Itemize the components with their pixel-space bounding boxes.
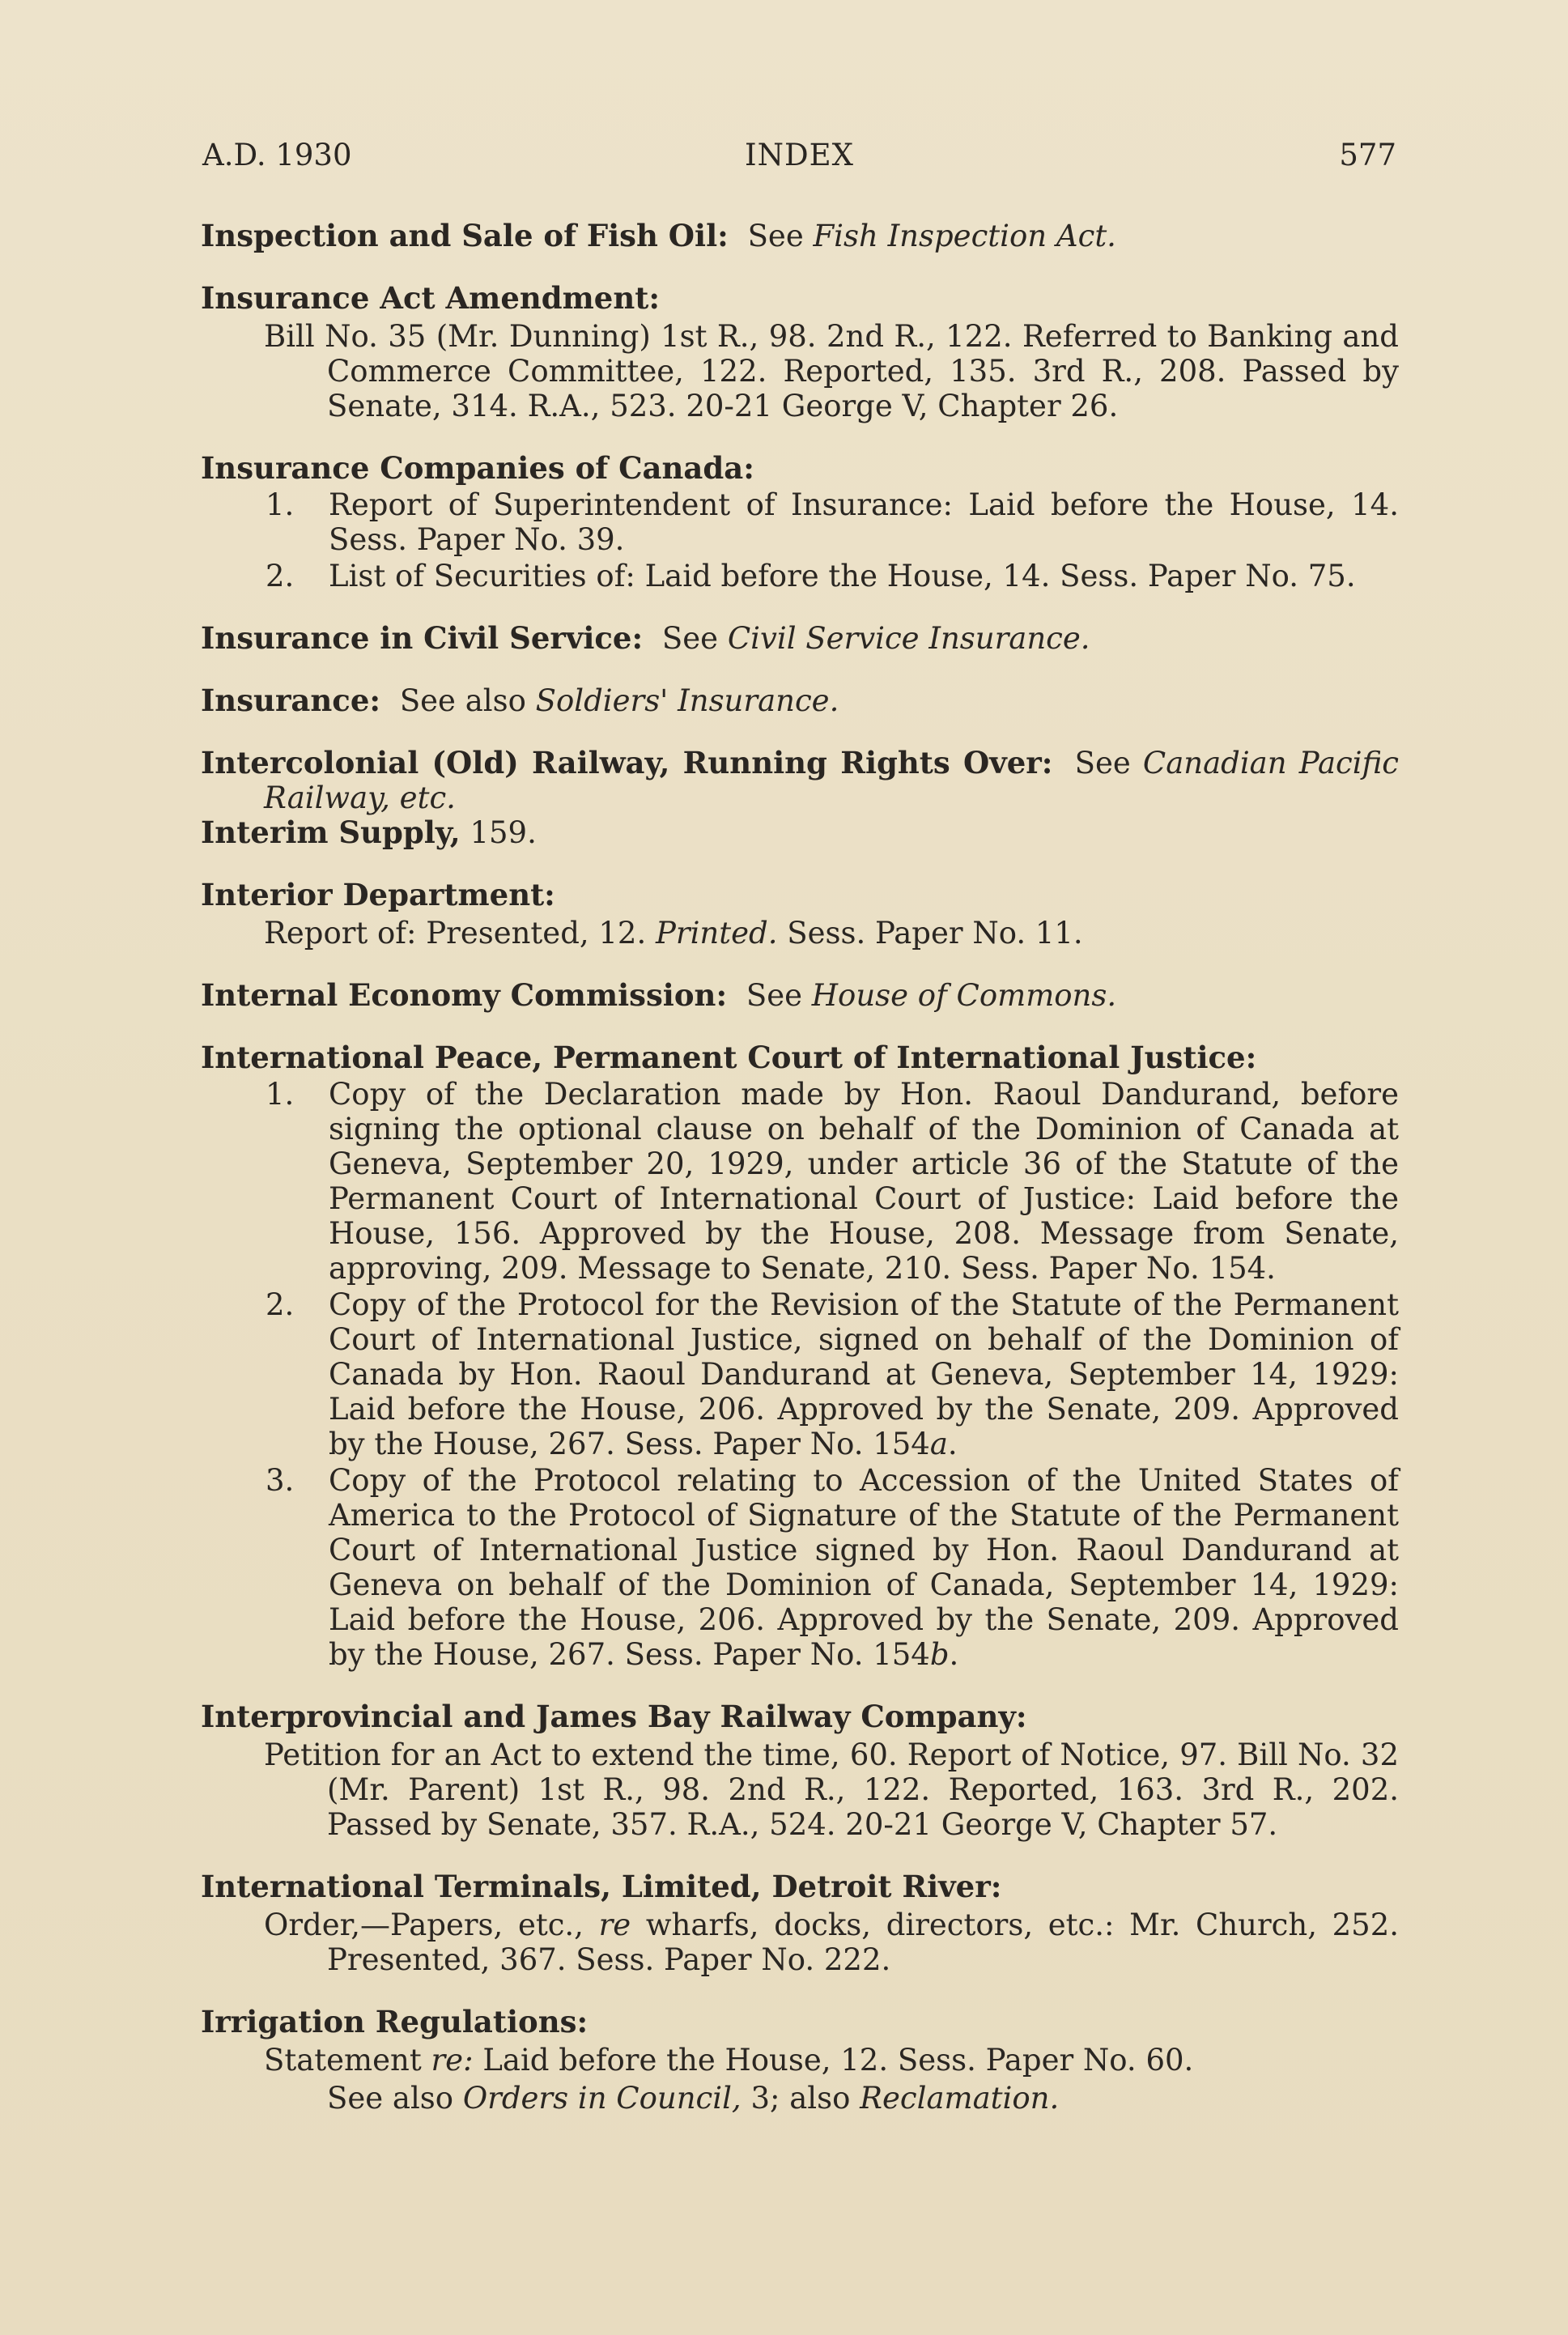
item-text: Copy of the Declaration made by Hon. Raoul Dandurand, before signing the optional clause on behalf of the Dominion of Canada at Geneva, September 20, 1929, under article 36 of the Statute of the Permanent Court of International Court of Justice: Laid before the House, 156. Approved by the House, 208. Message from Senate, approving, 209. Message to Senate, 210. Sess. Paper No. 154. bbox=[329, 1077, 1399, 1286]
list-item bbox=[266, 1287, 1399, 1461]
item-text: Report of Superintendent of Insurance: Laid before the House, 14. Sess. Paper No. 39. bbox=[329, 487, 1399, 557]
index-entry bbox=[201, 281, 1399, 423]
entry-heading: Interprovincial and James Bay Railway Company: bbox=[201, 1699, 1027, 1734]
list-item bbox=[266, 1463, 1399, 1672]
item-number: 1. bbox=[266, 1077, 295, 1112]
item-text-wrap bbox=[329, 1463, 1399, 1672]
statement-rest: Laid before the House, 12. Sess. Paper No. 60. bbox=[482, 2043, 1194, 2078]
list-item bbox=[266, 1077, 1399, 1286]
index-entry bbox=[201, 815, 1399, 850]
entry-paragraph bbox=[201, 916, 1399, 951]
entry-heading: Insurance in Civil Service: bbox=[201, 620, 644, 656]
entry-paragraph bbox=[201, 1908, 1399, 1977]
entry-heading: Inspection and Sale of Fish Oil: bbox=[201, 218, 729, 253]
see-also-mid: 3; also bbox=[750, 2081, 851, 2116]
entry-heading: Interior Department: bbox=[201, 877, 555, 912]
running-head-year: A.D. 1930 bbox=[202, 138, 352, 172]
cross-reference: House of Commons. bbox=[811, 978, 1117, 1013]
index-entry bbox=[201, 1699, 1399, 1842]
entry-heading: Insurance Act Amendment: bbox=[201, 280, 660, 316]
see-prefix: See bbox=[1074, 746, 1131, 780]
entry-heading: International Terminals, Limited, Detroit River: bbox=[201, 1869, 1002, 1904]
index-entry bbox=[201, 1869, 1399, 1977]
item-text: List of Securities of: Laid before the House, 14. Sess. Paper No. 75. bbox=[329, 559, 1356, 593]
report-paper: Sess. Paper No. 11. bbox=[787, 916, 1083, 951]
item-number: 1. bbox=[266, 487, 295, 522]
entry-paragraph: Petition for an Act to extend the time, 60. Report of Notice, 97. Bill No. 32 (Mr. Parent) 1st R., 98. 2nd R., 122. Reported, 163. 3rd R., 202. Passed by Senate, 357. R.A., 524. 20-21 George V, Chapter 57. bbox=[264, 1737, 1399, 1842]
index-entry bbox=[201, 1040, 1399, 1672]
cross-reference: Fish Inspection Act. bbox=[813, 219, 1116, 253]
paper-suffix-end: . bbox=[947, 1427, 958, 1461]
index-entry bbox=[201, 746, 1399, 815]
see-prefix: See bbox=[661, 621, 719, 656]
page-ref: 159. bbox=[470, 815, 537, 850]
paper-suffix: b bbox=[929, 1637, 950, 1672]
paper-suffix-end: . bbox=[949, 1637, 959, 1672]
index-entry bbox=[201, 978, 1399, 1013]
item-number: 2. bbox=[266, 559, 295, 593]
re-word: re bbox=[598, 1908, 631, 1942]
index-entry bbox=[201, 451, 1399, 593]
entry-paragraph bbox=[201, 2043, 1399, 2078]
re-word: re: bbox=[431, 2043, 474, 2078]
list-item bbox=[266, 487, 1399, 557]
entry-heading: Intercolonial (Old) Railway, Running Rights Over: bbox=[201, 745, 1053, 780]
index-body bbox=[201, 219, 1399, 2143]
entry-paragraph: Bill No. 35 (Mr. Dunning) 1st R., 98. 2nd R., 122. Referred to Banking and Commerce Committee, 122. Reported, 135. 3rd R., 208. Passed by Senate, 314. R.A., 523. 20-21 George V, Chapter 26. bbox=[264, 319, 1399, 423]
index-entry bbox=[201, 219, 1399, 253]
entry-heading: Insurance: bbox=[201, 683, 381, 718]
see-prefix: See also bbox=[399, 683, 526, 718]
order-text-rest: wharfs, docks, directors, etc.: Mr. Church, 252. Presented, 367. Sess. Paper No. 222. bbox=[327, 1908, 1400, 1977]
cross-reference: Soldiers' Insurance. bbox=[535, 683, 839, 718]
cross-reference: Civil Service Insurance. bbox=[727, 621, 1090, 656]
index-entry bbox=[201, 621, 1399, 656]
index-entry bbox=[201, 683, 1399, 718]
see-prefix: See bbox=[746, 978, 803, 1013]
entry-heading: International Peace, Permanent Court of International Justice: bbox=[201, 1040, 1257, 1075]
running-head bbox=[202, 136, 1396, 175]
entry-heading: Internal Economy Commission: bbox=[201, 977, 728, 1013]
printed-note: Printed. bbox=[656, 916, 778, 951]
item-text-wrap bbox=[329, 1287, 1399, 1461]
item-number: 2. bbox=[266, 1287, 295, 1322]
list-item bbox=[266, 559, 1399, 593]
paper-suffix: a bbox=[929, 1427, 948, 1461]
cross-reference: Orders in Council, bbox=[462, 2081, 742, 2116]
cross-reference: Canadian Pacific Railway, etc. bbox=[264, 746, 1399, 815]
entry-heading: Insurance Companies of Canada: bbox=[201, 450, 754, 486]
report-text: Report of: Presented, 12. bbox=[264, 916, 647, 951]
entry-heading: Interim Supply, bbox=[201, 814, 461, 850]
order-text: Order,—Papers, etc., bbox=[264, 1908, 584, 1942]
index-entry bbox=[201, 878, 1399, 951]
statement-text: Statement bbox=[264, 2043, 422, 2078]
see-prefix: See bbox=[747, 219, 804, 253]
cross-reference: Reclamation. bbox=[860, 2081, 1060, 2116]
index-entry bbox=[201, 2005, 1399, 2116]
see-prefix: See also bbox=[327, 2081, 454, 2116]
page-number: 577 bbox=[1339, 138, 1396, 172]
see-also-line bbox=[201, 2081, 1399, 2116]
item-text: Copy of the Protocol for the Revision of the Statute of the Permanent Court of International Justice, signed on behalf of the Dominion of Canada by Hon. Raoul Dandurand at Geneva, September 14, 1929: Laid before the House, 206. Approved by the Senate, 209. Approved by the House, 267. Sess. Paper No. 154 bbox=[329, 1287, 1399, 1461]
entry-heading: Irrigation Regulations: bbox=[201, 2004, 589, 2039]
running-head-title: INDEX bbox=[744, 138, 854, 172]
item-text: Copy of the Protocol relating to Accession of the United States of America to the Protocol of Signature of the Statute of the Permanent Court of International Justice signed by Hon. Raoul Dandurand at Geneva on behalf of the Dominion of Canada, September 14, 1929: Laid before the House, 206. Approved by the Senate, 209. Approved by the House, 267. Sess. Paper No. 154 bbox=[329, 1463, 1399, 1672]
item-number: 3. bbox=[266, 1463, 295, 1498]
